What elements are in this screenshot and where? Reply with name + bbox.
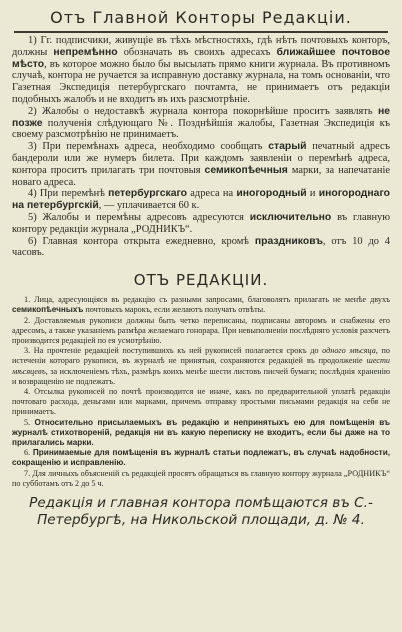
notice-paragraph xyxy=(12,236,390,260)
notice-text: 7. Для личныхъ объясненій съ редакціей просятъ обращаться въ главную контору журнала „РОДНИКЪ“ по субботамъ отъ 2 до 5 ч. xyxy=(12,468,390,488)
notice-text: семикопѣечныя xyxy=(204,164,288,176)
notice-paragraph xyxy=(12,469,390,489)
notice-text: петербургскаго xyxy=(108,188,188,200)
notice-paragraph xyxy=(12,106,390,141)
notice-text: ближайшее почтовое мѣсто xyxy=(12,46,390,70)
notice-text: 1) Гг. подписчики, живущіе въ тѣхъ мѣстностяхъ, гдѣ нѣтъ почтовыхъ конторъ, должны xyxy=(12,35,390,58)
notice-text: 6) Главная контора открыта ежедневно, кромѣ xyxy=(28,235,255,247)
notice-text: , по истеченіи котораго рукописи, въ журналѣ не принятыя, сохраняются редакціей въ продолженіе xyxy=(12,346,390,366)
notice-text: обозначать въ своихъ адресахъ xyxy=(117,46,277,58)
notice-text: , за исключеніемъ тѣхъ, размѣръ коихъ менѣе шести листовъ писчей бумаги; послѣднія храненію и возвращенію не подлежатъ. xyxy=(12,366,390,386)
notice-text: Принимаемые для помѣщенія въ журналѣ статьи подлежатъ, въ случаѣ надобности, сокращенію и исправленію. xyxy=(12,448,390,468)
office-notices xyxy=(12,35,390,259)
notice-text: въ главную контору редакціи журнала „РОДНИКЪ“. xyxy=(12,211,390,235)
notice-text: не позже xyxy=(12,105,390,129)
notice-paragraph xyxy=(12,141,390,188)
notice-text: непремѣнно xyxy=(53,46,118,58)
notice-text: почтовыхъ марокъ, если желаютъ получать отвѣты. xyxy=(83,305,266,315)
notice-text: 1. Лица, адресующіяся въ редакцію съ разными запросами, благоволятъ прилагать не менѣе двухъ xyxy=(24,295,390,305)
notice-text: 4) При перемѣнѣ xyxy=(28,188,109,200)
notice-paragraph xyxy=(12,346,390,387)
notice-text: 3. На прочтеніе редакціей поступившихъ къ ней рукописей полагается срокъ до xyxy=(24,346,323,356)
notice-text: иногородный xyxy=(236,188,307,200)
notice-text: праздниковъ xyxy=(254,235,323,247)
notice-paragraph xyxy=(12,448,390,468)
notice-text: 5. xyxy=(24,417,35,427)
heading-divider xyxy=(14,31,388,33)
notice-text: Относительно присылаемыхъ въ редакцію и непринятыхъ ею для помѣщенія въ журналѣ стихотвореній, редакція ни въ какую переписку не входитъ, если бы даже на то прилагались марки. xyxy=(12,417,391,447)
notice-text: 3) При перемѣнахъ адреса, необходимо сообщать xyxy=(28,141,269,153)
notice-text: исключительно xyxy=(249,211,332,223)
footer-address: Редакція и главная контора помѣщаются въ С.-Петербургѣ, на Никольской площади, д. № 4. xyxy=(29,495,373,528)
notice-text: печатный адресъ бандероли или же нумеръ билета. При каждомъ заявленіи о перемѣнѣ адреса, контора проситъ прилагать три почтовыя xyxy=(12,141,390,176)
editorial-heading: ОТЪ РЕДАКЦІИ. xyxy=(133,271,269,290)
notice-text: , — уплачивается 60 к. xyxy=(98,200,200,212)
notice-text: старый xyxy=(268,141,307,153)
notice-text: семикопѣечныхъ xyxy=(12,305,84,315)
notice-paragraph xyxy=(12,188,390,212)
notice-text: адреса на xyxy=(187,188,237,200)
notice-text: 4. Отсылка рукописей по почтѣ производится не иначе, какъ по предварительной уплатѣ редакціи почтоваго расхода, деньгами или марками, причемъ отправку простыми письмами редакція на себя не принимаетъ. xyxy=(12,386,390,417)
notice-paragraph xyxy=(12,35,390,106)
notice-paragraph xyxy=(12,387,390,418)
notice-text: , въ которое можно было бы высылать прямо книги журнала. Въ противномъ случаѣ, контора не ручается за исправную доставку журнала, на томъ основаніи, что Газетная Экспедиція петербургскаго почтамта, не принимаетъ отъ редакціи подобныхъ жалобъ и не входитъ въ ихъ разсмотрѣніе. xyxy=(12,58,390,105)
notice-paragraph xyxy=(12,316,390,347)
notice-text: и xyxy=(306,188,319,200)
notice-text: , отъ 10 до 4 часовъ. xyxy=(12,235,391,259)
notice-paragraph xyxy=(12,418,390,449)
notice-text: 2) Жалобы о недоставкѣ журнала контора покорнѣйше проситъ заявлять xyxy=(28,105,378,117)
notice-text: шести мѣсяцевъ xyxy=(12,356,390,376)
notice-text: иногороднаго на петербургскій xyxy=(12,188,390,212)
notice-text: 5) Жалобы и перемѣны адресовъ адресуются xyxy=(28,211,250,223)
notice-text: полученія слѣдующаго №. Позднѣйшія жалобы, Газетная Экспедиція къ своему разсмотрѣнію не принимаетъ. xyxy=(12,117,390,141)
editorial-notices xyxy=(12,295,390,489)
notice-text: 6. xyxy=(24,448,33,458)
notice-text: одного мѣсяца xyxy=(322,346,376,356)
main-heading: Отъ Главной Конторы Редакціи. xyxy=(50,8,352,27)
notice-paragraph xyxy=(12,295,390,315)
notice-paragraph xyxy=(12,212,390,236)
notice-text: 2. Доставляемыя рукописи должны быть четко переписаны, подписаны авторомъ и снабжены его адресомъ, а также указаніемъ размѣра желаемаго гонорара. При невыполненіи послѣдняго условія разсчетъ производится редакціей по ея усмотрѣнію. xyxy=(12,315,390,345)
notice-text: марки, за напечатаніе новаго адреса. xyxy=(12,164,390,188)
